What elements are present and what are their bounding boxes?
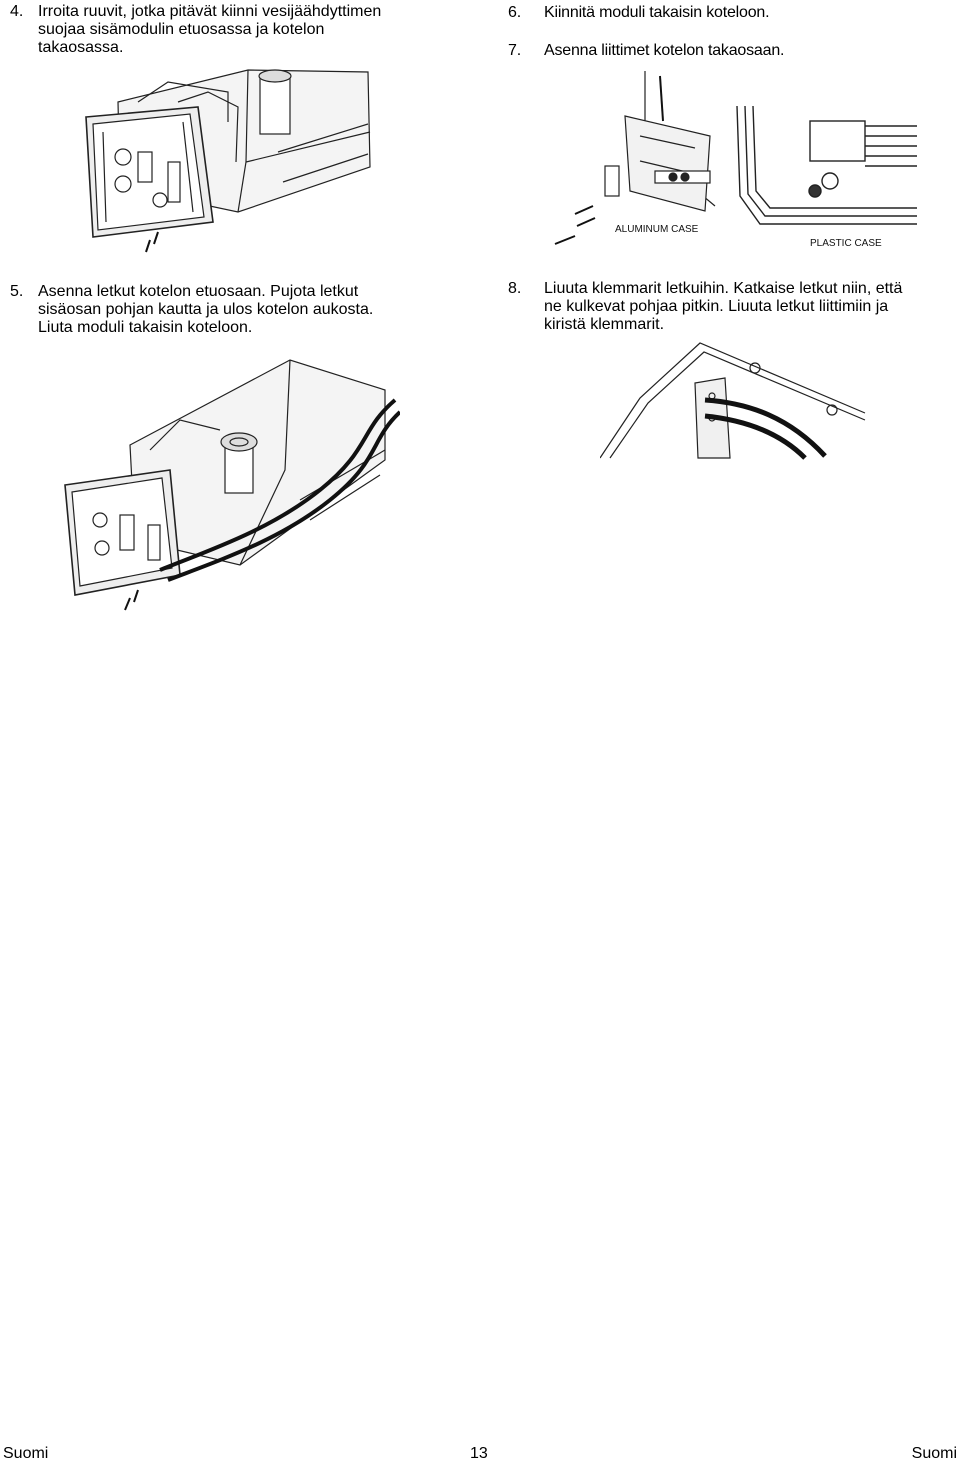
hose-clamp-illustration (600, 338, 870, 460)
step-text-line: sisäosan pohjan kautta ja ulos kotelon aukosta. (38, 301, 374, 318)
step-number: 8. (508, 280, 522, 297)
connector-mount-illustration (545, 66, 920, 256)
page-number: 13 (470, 1445, 488, 1462)
footer-right: Suomi (911, 1445, 957, 1462)
module-front-illustration (78, 62, 378, 257)
step-number: 6. (508, 4, 521, 21)
step-text-line: Asenna liittimet kotelon takaosaan. (544, 42, 785, 59)
step-number: 5. (10, 283, 24, 300)
step-text-line: Liuta moduli takaisin koteloon. (38, 319, 253, 336)
footer-left: Suomi (3, 1445, 49, 1462)
hose-routing-illustration (60, 350, 400, 615)
step-number: 7. (508, 42, 521, 59)
step-number: 4. (10, 3, 24, 20)
step-text-line: Irroita ruuvit, jotka pitävät kiinni vesijäähdyttimen (38, 3, 382, 20)
step-text-line: Kiinnitä moduli takaisin koteloon. (544, 4, 770, 21)
aluminum-case-label: ALUMINUM CASE (615, 224, 699, 235)
step-text-line: suojaa sisämodulin etuosassa ja kotelon (38, 21, 325, 38)
step-text-line: Liuuta klemmarit letkuihin. Katkaise letkut niin, että (544, 280, 903, 297)
step-text-line: kiristä klemmarit. (544, 316, 665, 333)
plastic-case-label: PLASTIC CASE (810, 238, 882, 249)
step-text-line: ne kulkevat pohjaa pitkin. Liuuta letkut liittimiin ja (544, 298, 889, 315)
step-text-line: takaosassa. (38, 39, 124, 56)
step-text-line: Asenna letkut kotelon etuosaan. Pujota letkut (38, 283, 359, 300)
